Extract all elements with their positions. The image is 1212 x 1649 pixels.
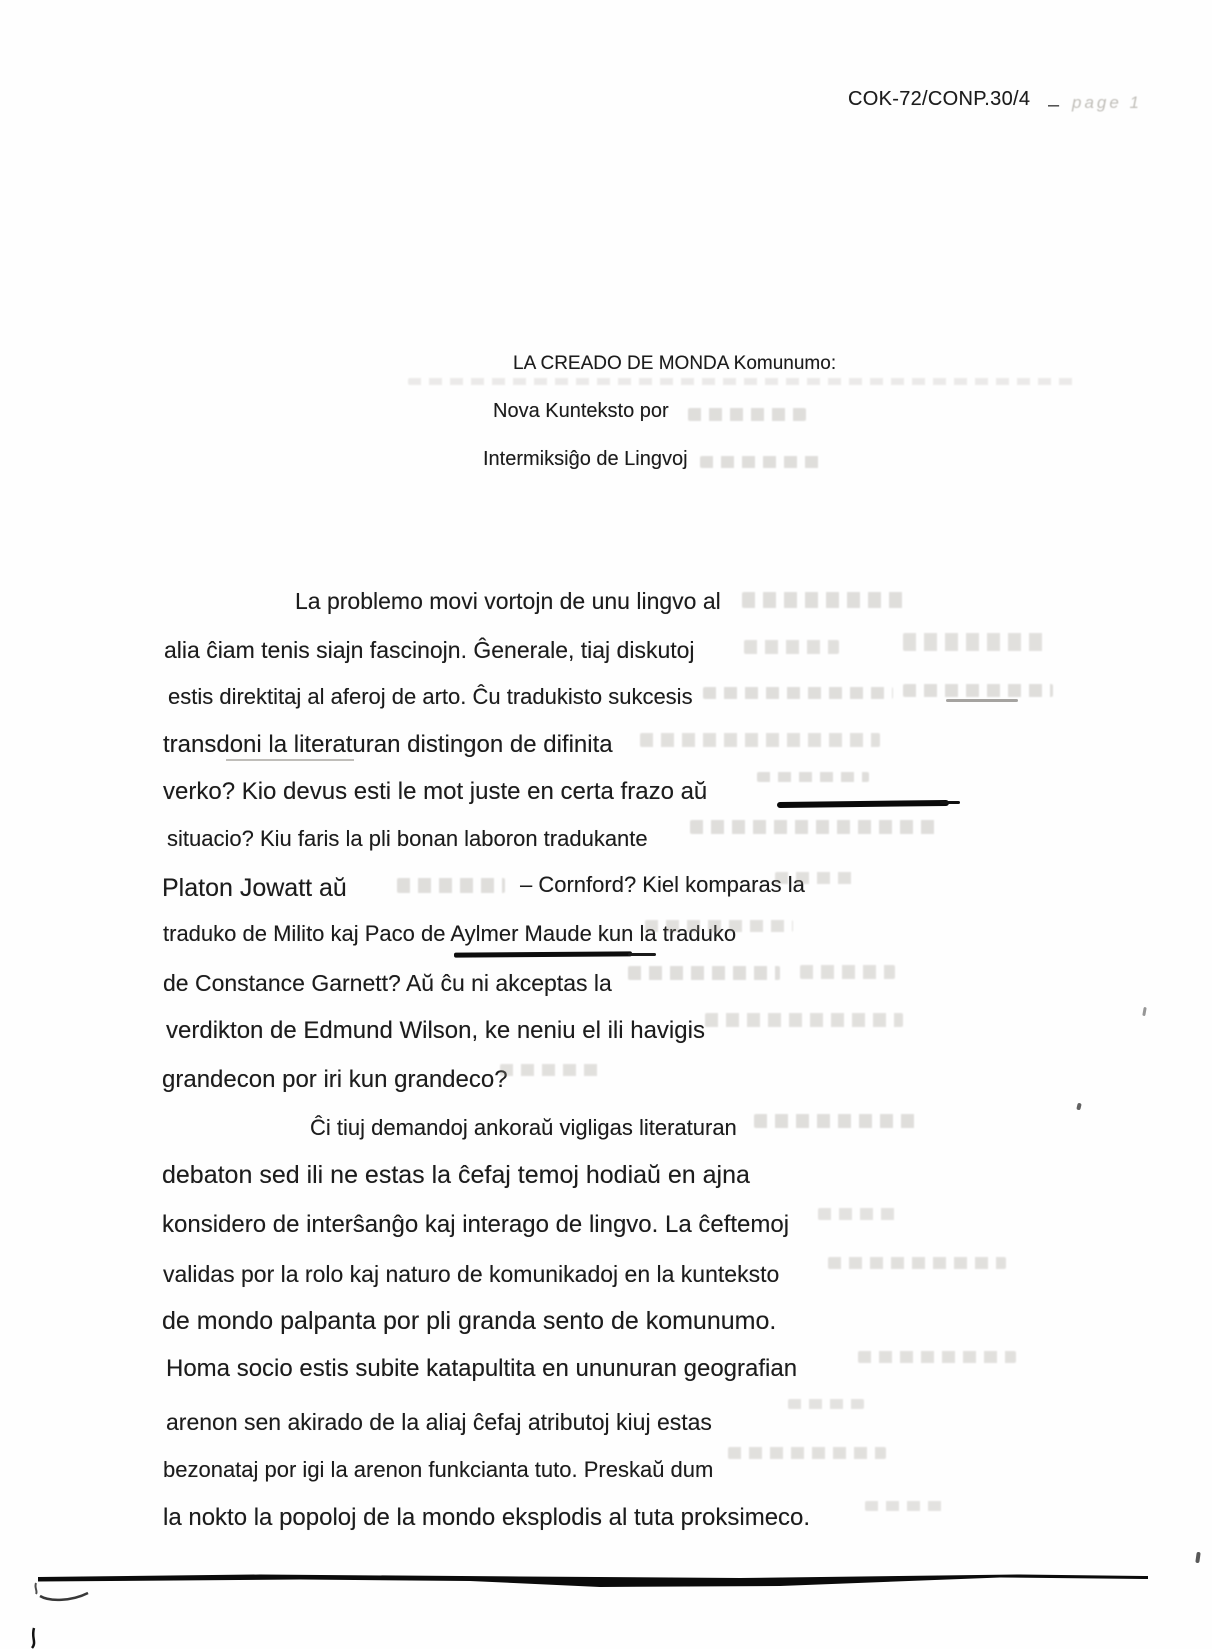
stray-mark — [1076, 1103, 1082, 1111]
header-page-ghost: page 1 — [1072, 93, 1142, 112]
text-line: situacio? Kiu faris la pli bonan laboron tradukante — [167, 826, 648, 851]
blackout-mark — [777, 800, 949, 808]
scribble-tick — [35, 1583, 36, 1594]
ghost-text-artifact — [645, 920, 793, 932]
ghost-text-artifact — [800, 965, 895, 979]
ghost-text-artifact — [705, 1013, 903, 1027]
ghost-text-artifact — [788, 1399, 864, 1409]
text-line: la nokto la popoloj de la mondo eksplodis al tuta proksimeco. — [163, 1504, 811, 1531]
ghost-text-artifact — [700, 456, 820, 468]
title-line-3: Intermiksiĝo de Lingvoj — [483, 448, 688, 470]
stray-mark — [1142, 1007, 1147, 1016]
text-line: bezonataj por igi la arenon funkcianta tuto. Preskaŭ dum — [163, 1457, 714, 1482]
ghost-text-artifact — [628, 966, 780, 980]
doc-number: COK-72/CONP.30/4 — [848, 88, 1031, 110]
text-line: verko? Kio devus esti le mot juste en certa frazo aŭ — [163, 778, 708, 805]
text-line: Platon Jowatt aŭ — [162, 874, 347, 902]
text-line: – Cornford? Kiel komparas la — [520, 872, 805, 897]
text-line: debaton sed ili ne estas la ĉefaj temoj hodiaŭ en ajna — [162, 1161, 750, 1189]
text-line: Homa socio estis subite katapultita en ununuran geografian — [166, 1355, 798, 1382]
ghost-text-artifact — [408, 378, 1078, 385]
ghost-text-artifact — [757, 772, 869, 782]
text-line: transdoni la literaturan distingon de difinita — [163, 731, 613, 758]
text-line: estis direktitaj al aferoj de arto. Ĉu tradukisto sukcesis — [168, 684, 693, 709]
text-line: traduko de Milito kaj Paco de Aylmer Maude kun la traduko — [163, 921, 737, 946]
text-line: validas por la rolo kaj naturo de komunikadoj en la kunteksto — [163, 1261, 780, 1287]
text-line: de Constance Garnett? Aŭ ĉu ni akceptas la — [163, 970, 612, 996]
ghost-text-artifact — [690, 820, 936, 834]
ghost-text-artifact — [828, 1257, 1006, 1269]
header-dash: – — [1048, 94, 1060, 116]
ghost-text-artifact — [728, 1447, 886, 1459]
ghost-text-artifact — [903, 684, 1053, 697]
ghost-text-artifact — [754, 1114, 916, 1128]
ghost-text-artifact — [742, 592, 910, 608]
ghost-text-artifact — [903, 633, 1048, 651]
ghost-text-artifact — [640, 733, 880, 747]
ghost-text-artifact — [775, 872, 857, 884]
ghost-text-artifact — [818, 1208, 900, 1220]
text-line: Ĉi tiuj demandoj ankoraŭ vigligas literaturan — [310, 1115, 737, 1140]
scribble-mark — [40, 1593, 88, 1600]
la-literaturan-underline — [226, 759, 354, 761]
faded-dash-mark — [946, 699, 1018, 702]
ghost-text-artifact — [397, 878, 505, 893]
title-line-1: LA CREADO DE MONDA Komunumo: — [513, 353, 837, 374]
aylmer-maude-underline-tail — [628, 953, 656, 956]
bottom-rule — [0, 1560, 1212, 1649]
ghost-text-artifact — [865, 1501, 947, 1511]
text-line: arenon sen akirado de la aliaj ĉefaj atributoj kiuj estas — [166, 1409, 712, 1435]
ghost-text-artifact — [688, 408, 806, 421]
ghost-text-artifact — [703, 687, 893, 699]
text-line: La problemo movi vortojn de unu lingvo al — [295, 588, 721, 614]
text-line: de mondo palpanta por pli granda sento de komunumo. — [162, 1307, 777, 1335]
aylmer-maude-underline — [454, 951, 632, 957]
text-line: konsidero de interŝanĝo kaj interago de lingvo. La ĉeftemoj — [162, 1211, 790, 1238]
text-line: alia ĉiam tenis siajn fascinojn. Ĝenerale, tiaj diskutoj — [164, 637, 695, 663]
text-line: grandecon por iri kun grandeco? — [162, 1066, 508, 1093]
thick-horizontal-rule — [38, 1575, 1148, 1588]
ghost-text-artifact — [858, 1351, 1016, 1363]
corner-pen-mark — [32, 1628, 34, 1648]
title-line-2: Nova Kunteksto por — [493, 400, 669, 422]
ghost-text-artifact — [500, 1064, 600, 1076]
text-line: verdikton de Edmund Wilson, ke neniu el ili havigis — [166, 1017, 705, 1044]
ghost-text-artifact — [744, 640, 839, 654]
blackout-mark-tail — [940, 801, 960, 804]
